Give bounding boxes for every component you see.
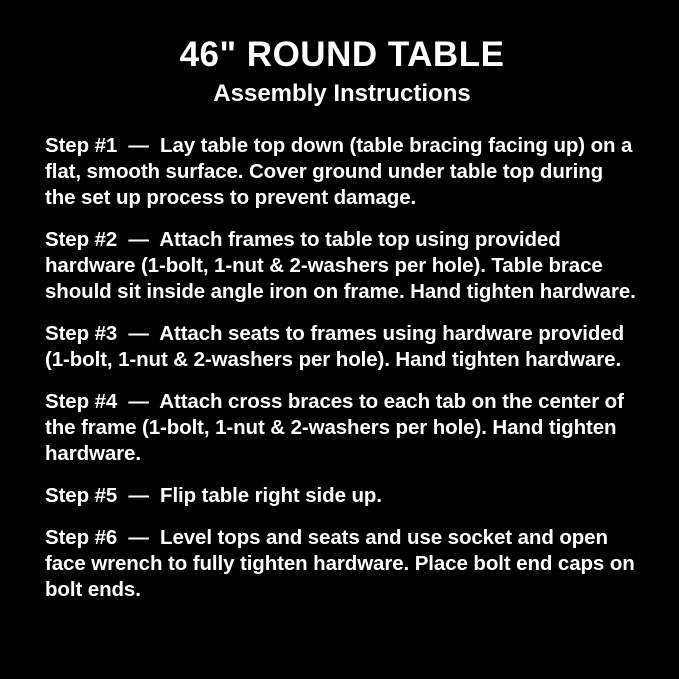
step-label: Step #5 — [45, 484, 118, 507]
step-label: Step #3 — [45, 322, 118, 345]
step-separator: — — [117, 526, 161, 549]
page-subtitle: Assembly Instructions — [213, 80, 471, 107]
step-separator: — — [117, 228, 160, 251]
step-text: Attach cross braces to each tab on the center of the frame (1-bolt, 1-nut & 2-washers per hole). Hand tighten hardware. — [45, 390, 630, 465]
step-label: Step #2 — [45, 228, 118, 251]
step-item-6 — [45, 525, 639, 603]
page-title: 46" ROUND TABLE — [179, 35, 505, 74]
step-separator: — — [117, 322, 160, 345]
step-separator: — — [117, 484, 161, 507]
step-label: Step #1 — [45, 134, 118, 157]
step-label: Step #6 — [45, 526, 118, 549]
step-text: Lay table top down (table bracing facing up) on a flat, smooth surface. Cover ground under table top during the set up process to prevent damage. — [45, 134, 638, 209]
step-text: Flip table right side up. — [160, 484, 382, 507]
step-item-5 — [45, 483, 639, 509]
step-separator: — — [117, 390, 160, 413]
step-separator: — — [117, 134, 161, 157]
step-item-4 — [45, 389, 639, 467]
steps-list — [45, 133, 639, 603]
step-label: Step #4 — [45, 390, 118, 413]
step-item-1 — [45, 133, 639, 211]
step-item-3 — [45, 321, 639, 373]
step-text: Level tops and seats and use socket and open face wrench to fully tighten hardware. Place bolt end caps on bolt ends. — [45, 526, 641, 601]
step-item-2 — [45, 227, 639, 305]
step-text: Attach seats to frames using hardware provided (1-bolt, 1-nut & 2-washers per hole). Hand tighten hardware. — [45, 322, 630, 371]
step-text: Attach frames to table top using provided hardware (1-bolt, 1-nut & 2-washers per hole). Table brace should sit inside angle iron on frame. Hand tighten hardware. — [45, 228, 636, 303]
